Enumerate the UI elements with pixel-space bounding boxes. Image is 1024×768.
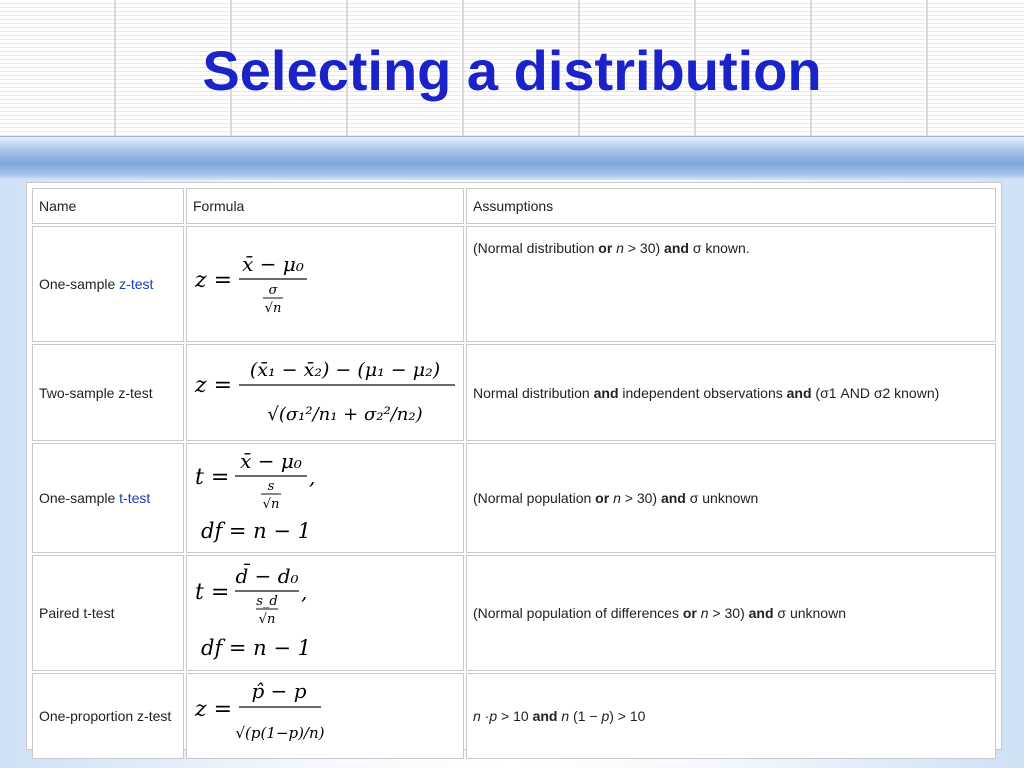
header-name: Name — [32, 188, 184, 224]
formula-lhs: z = — [195, 268, 233, 293]
assumption-text: Normal distribution — [473, 384, 594, 401]
row-name-cell: One-proportion z-test — [32, 673, 184, 759]
assumption-text: independent observations — [618, 384, 787, 401]
header-assumptions: Assumptions — [466, 188, 996, 224]
assumption-text: (1 − — [569, 708, 602, 724]
formula-comma: , — [309, 465, 316, 489]
assumption-variable: n — [473, 708, 481, 724]
assumption-keyword: and — [748, 605, 774, 621]
degrees-of-freedom: df = n − 1 — [201, 636, 311, 660]
formula-denominator-bottom: √n — [262, 497, 280, 512]
degrees-of-freedom: df = n − 1 — [201, 519, 311, 543]
formula-cell — [186, 226, 464, 342]
formula-comma: , — [301, 580, 308, 604]
assumption-variable: p — [489, 708, 498, 724]
header-formula: Formula — [186, 188, 464, 224]
assumption-variable: p — [601, 708, 610, 724]
assumption-text: > 30) — [708, 605, 749, 621]
formula-numerator: (x̄₁ − x̄₂) − (μ₁ − μ₂) — [249, 358, 441, 381]
formula-lhs: t = — [195, 580, 230, 605]
assumption-text: > 30) — [623, 240, 665, 256]
table-row — [32, 555, 996, 671]
formula-denominator: √(p(1−p)/n) — [235, 724, 325, 742]
distribution-table — [30, 186, 998, 761]
formula-lhs: z = — [195, 697, 233, 722]
table-row — [32, 673, 996, 759]
formula-lhs: t = — [195, 465, 230, 490]
assumptions-cell — [466, 443, 996, 553]
formula-denominator-top: s — [267, 479, 275, 494]
assumption-text: > 30) — [620, 490, 661, 506]
assumption-text: σ unknown — [685, 490, 759, 506]
formula-cell — [186, 443, 464, 553]
row-name-text: One-sample — [39, 276, 120, 292]
t-test-link[interactable]: t-test — [119, 490, 151, 506]
assumption-text: (Normal distribution — [473, 240, 599, 256]
row-name-text: One-sample — [39, 490, 120, 506]
assumption-keyword: or — [595, 490, 610, 506]
assumptions-cell — [466, 226, 996, 342]
assumption-text: (Normal population — [473, 490, 596, 506]
assumption-variable: n — [700, 605, 709, 621]
formula-denominator-bottom: √n — [258, 612, 276, 627]
assumptions-cell — [466, 555, 996, 671]
formula-denominator-top: s_d — [256, 594, 278, 609]
assumption-keyword: or — [682, 605, 697, 621]
assumption-text: · — [480, 708, 490, 724]
table-row — [32, 344, 996, 441]
row-name-cell: Paired t-test — [32, 555, 184, 671]
formula-denominator: √(σ₁²/n₁ + σ₂²/n₂) — [267, 403, 423, 425]
formula-numerator: x̄ − μ₀ — [242, 252, 304, 276]
one-sample-t-formula — [193, 448, 343, 548]
table-row — [32, 443, 996, 553]
formula-numerator: d̄ − d₀ — [235, 564, 299, 588]
assumptions-cell — [466, 673, 996, 759]
formula-lhs: z = — [195, 372, 233, 398]
row-name-cell: Two-sample z-test — [32, 344, 184, 441]
assumptions-cell — [466, 344, 996, 441]
assumption-text: > 10 — [497, 708, 533, 724]
assumption-text: σ known. — [688, 240, 750, 256]
formula-cell — [186, 673, 464, 759]
assumption-keyword: and — [532, 708, 558, 724]
two-sample-z-formula — [193, 350, 459, 436]
assumption-keyword: and — [664, 240, 689, 256]
row-name-cell — [32, 443, 184, 553]
paired-t-formula — [193, 563, 343, 663]
assumption-variable: n — [613, 490, 621, 506]
formula-denominator-top: σ — [268, 283, 278, 298]
assumption-keyword: or — [598, 240, 613, 256]
one-sample-z-formula — [193, 249, 323, 319]
formula-denominator-bottom: √n — [264, 301, 282, 316]
title-divider-band — [0, 136, 1024, 180]
distribution-table-container — [26, 182, 1002, 750]
assumption-variable: n — [561, 708, 570, 724]
assumption-text: ) > 10 — [609, 708, 646, 724]
slide-title: Selecting a distribution — [202, 39, 822, 102]
assumption-text: (Normal population of differences — [473, 605, 683, 621]
formula-cell — [186, 344, 464, 441]
assumption-keyword: and — [593, 384, 619, 401]
row-name-cell — [32, 226, 184, 342]
assumption-variable: n — [616, 240, 624, 256]
table-row — [32, 226, 996, 342]
table-header-row — [32, 188, 996, 224]
z-test-link[interactable]: z-test — [119, 276, 154, 292]
one-proportion-z-formula — [193, 678, 343, 754]
assumption-text: σ unknown — [773, 605, 846, 621]
assumption-keyword: and — [786, 384, 812, 401]
formula-cell — [186, 555, 464, 671]
assumption-text: (σ1 AND σ2 known) — [811, 384, 940, 401]
formula-numerator: p̂ − p — [251, 679, 307, 703]
formula-numerator: x̄ − μ₀ — [240, 449, 302, 473]
assumption-keyword: and — [660, 490, 686, 506]
